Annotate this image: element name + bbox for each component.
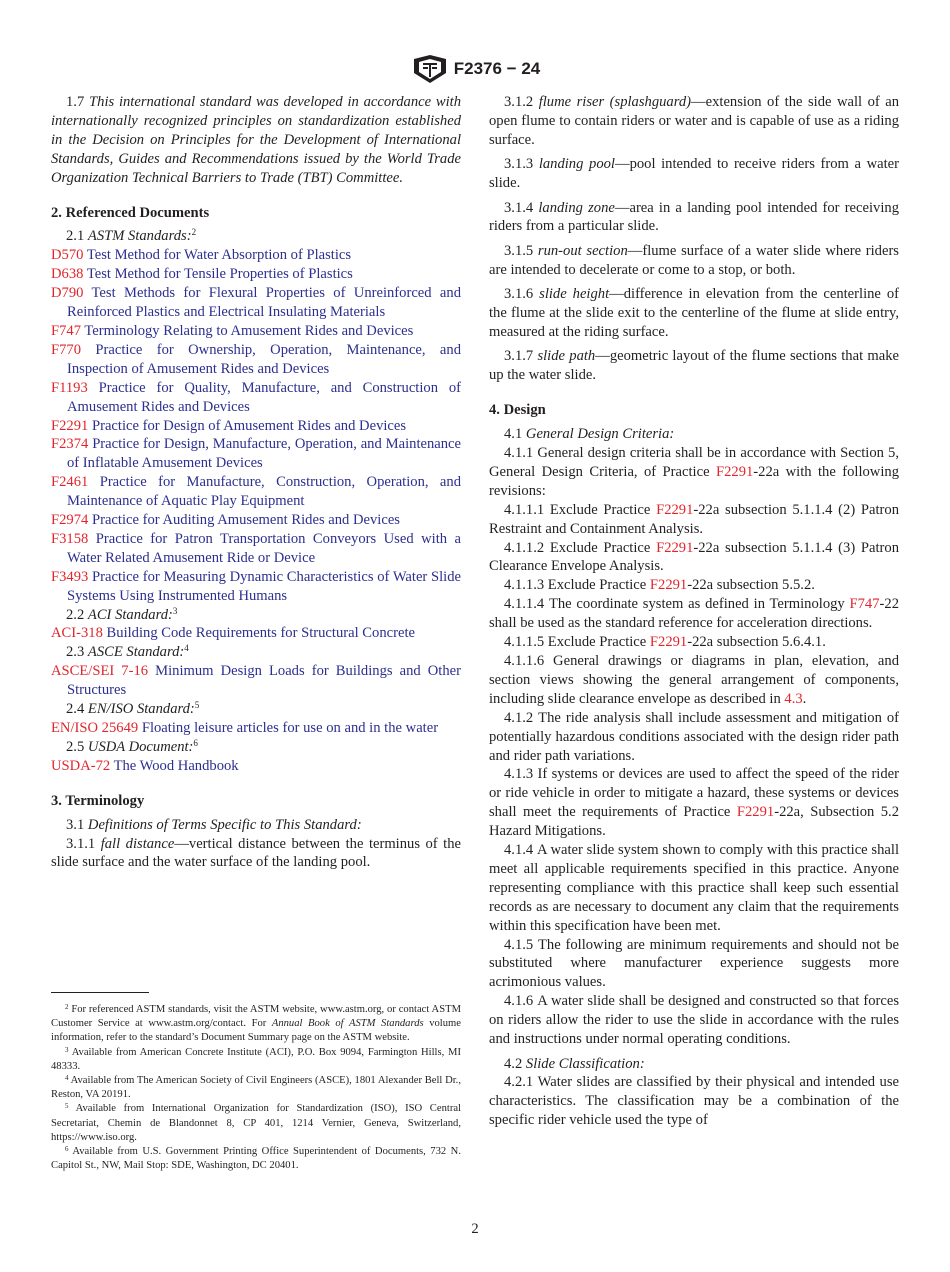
footnotes	[51, 1003, 461, 1173]
clause-4-1-1-2: 4.1.1.2 Exclude Practice F2291-22a subsection 5.1.1.4 (3) Patron Clearance Envelope Analysis.	[489, 539, 900, 575]
subsection-2-2: 2.2 ACI Standard:$^3$	[66, 605, 178, 623]
definition-3-1-5: 3.1.5 run-out section—flume surface of a water slide where riders are intended to decelerate or come to a stop, or both.	[489, 242, 899, 278]
subsection-4-1: 4.1 General Design Criteria:	[504, 426, 675, 443]
reference-item[interactable]: D790 Test Methods for Flexural Properties of Unreinforced and Reinforced Plastics and Electrical Insulating Materials	[51, 285, 461, 321]
reference-item[interactable]: F1193 Practice for Quality, Manufacture, and Construction of Amusement Rides and Devices	[51, 379, 462, 415]
definition-3-1-4: 3.1.4 landing zone—area in a landing pool intended for receiving riders from a particular slide.	[489, 199, 899, 235]
subsection-4-2: 4.2 Slide Classification:	[504, 1055, 645, 1072]
standard-designation: F2376 − 24	[453, 58, 541, 78]
cross-reference-link[interactable]: F2291	[649, 634, 688, 651]
definition-3-1-1: 3.1.1 fall distance—vertical distance between the terminus of the slide surface and the water surface of the landing pool.	[51, 835, 462, 871]
reference-item[interactable]: F3158 Practice for Patron Transportation Conveyors Used with a Water Related Amusement Ride or Device	[51, 530, 461, 566]
clause-4-1-4: 4.1.4 A water slide system shown to comply with this practice shall meet all applicable requirements specified in this practice. Anyone representing compliance with this practice shall keep such essential records as are necessary to document any claim that the requirements within this specification have been met.	[489, 842, 899, 934]
cross-reference-link[interactable]: F2291	[715, 463, 754, 480]
reference-item[interactable]: F770 Practice for Ownership, Operation, Maintenance, and Inspection of Amusement Rides and Devices	[51, 341, 461, 377]
cross-reference-link[interactable]: F747	[849, 596, 880, 613]
footnote-5: $^5$ Available from International Organization for Standardization (ISO), ISO Central Secretariat, Chemin de Blandonnet 8, CP 401, 1214 Vernier, Geneva, Switzerland, https://www.iso.org.	[51, 1102, 461, 1143]
footnote-divider	[51, 992, 149, 993]
reference-item[interactable]: EN/ISO 25649 Floating leisure articles for use on and in the water	[51, 720, 439, 736]
clause-4-1-1-5: 4.1.1.5 Exclude Practice F2291-22a subsection 5.6.4.1.	[504, 634, 826, 651]
subsection-2-1: 2.1 ASTM Standards:$^2$	[66, 227, 197, 245]
astm-logo-icon	[410, 53, 450, 85]
definition-3-1-7: 3.1.7 slide path—geometric layout of the flume sections that make up the water slide.	[489, 348, 899, 384]
reference-item[interactable]: F2461 Practice for Manufacture, Construction, Operation, and Maintenance of Aquatic Play Equipment	[51, 474, 461, 510]
paragraph-1-7: 1.7 This international standard was developed in accordance with internationally recognized principles on standardization established in the Decision on Principles for the Development of International Standards, Guides and Recommendations issued by the World Trade Organization Technical Barriers to Trade (TBT) Committee.	[51, 94, 462, 186]
reference-item[interactable]: D638 Test Method for Tensile Properties of Plastics	[51, 266, 353, 283]
reference-item[interactable]: F2974 Practice for Auditing Amusement Rides and Devices	[51, 512, 400, 529]
subsection-2-5: 2.5 USDA Document:$^6$	[66, 737, 198, 755]
reference-item[interactable]: F2291 Practice for Design of Amusement Rides and Devices	[51, 417, 407, 434]
page-number: 2	[471, 1221, 479, 1237]
right-column	[489, 93, 899, 1130]
subsection-2-4: 2.4 EN/ISO Standard:$^5$	[66, 700, 200, 718]
reference-item[interactable]: F747 Terminology Relating to Amusement Rides and Devices	[51, 322, 414, 339]
footnote-2: $^2$ For referenced ASTM standards, visit the ASTM website, www.astm.org, or contact ASTM Customer Service at www.astm.org/contact. For Annual Book of ASTM Standards volume information, refer to the standard’s Document Summary page on the ASTM website.	[51, 1003, 461, 1044]
page-header	[0, 52, 950, 86]
definition-3-1-2: 3.1.2 flume riser (splashguard)—extension of the side wall of an open flume to contain riders or water and is capable of use as a riding surface.	[489, 94, 900, 148]
cross-reference-link[interactable]: F2291	[656, 501, 694, 518]
cross-reference-link[interactable]: 4.3	[784, 690, 803, 707]
reference-item[interactable]: ASCE/SEI 7-16 Minimum Design Loads for Buildings and Other Structures	[51, 663, 461, 699]
clause-4-1-1-6: 4.1.1.6 General drawings or diagrams in plan, elevation, and section views showing the general arrangement of components, including slide clearance envelope as described in 4.3.	[489, 652, 899, 707]
footnote-3: $^3$ Available from American Concrete Institute (ACI), P.O. Box 9094, Farmington Hills, MI 48333.	[51, 1045, 461, 1072]
left-column	[51, 93, 461, 872]
footnote-4: $^4$ Available from The American Society of Civil Engineers (ASCE), 1801 Alexander Bell Dr., Reston, VA 20191.	[51, 1074, 461, 1101]
reference-item[interactable]: ACI-318 Building Code Requirements for Structural Concrete	[51, 625, 415, 642]
subsection-3-1: 3.1 Definitions of Terms Specific to This Standard:	[66, 816, 362, 833]
clause-4-1-5: 4.1.5 The following are minimum requirements and should not be substituted where manufacturer experience suggests more acrimonious values.	[489, 936, 900, 991]
definition-3-1-6: 3.1.6 slide height—difference in elevation from the centerline of the flume at the slide exit to the centerline of the flume at slide entry, measured at the riding surface.	[489, 286, 899, 340]
astm-reference-list	[51, 246, 461, 605]
reference-item[interactable]: D570 Test Method for Water Absorption of Plastics	[51, 247, 352, 264]
footnote-6: $^6$ Available from U.S. Government Printing Office Superintendent of Documents, 732 N. Capitol St., NW, Mail Stop: SDE, Washington, DC 20401.	[51, 1145, 461, 1172]
clause-4-1-3: 4.1.3 If systems or devices are used to affect the speed of the rider or ride vehicle in order to mitigate a hazard, these systems or devices shall meet the requirements of Practice F2291-22a, Subsection 5.2 Hazard Mitigations.	[489, 766, 900, 840]
reference-item[interactable]: USDA-72 The Wood Handbook	[51, 757, 239, 774]
cross-reference-link[interactable]: F2291	[649, 577, 688, 594]
cross-reference-link[interactable]: F2291	[736, 804, 775, 821]
reference-item[interactable]: F2374 Practice for Design, Manufacture, Operation, and Maintenance of Inflatable Amusement Devices	[51, 436, 462, 472]
clause-4-1-1-3: 4.1.1.3 Exclude Practice F2291-22a subsection 5.5.2.	[504, 577, 815, 594]
subsection-2-3: 2.3 ASCE Standard:$^4$	[66, 643, 189, 661]
section-4-heading: 4. Design	[489, 402, 546, 419]
clause-4-1-1: 4.1.1 General design criteria shall be in accordance with Section 5, General Design Criteria, of Practice F2291-22a with the following revisions:	[489, 445, 899, 499]
definition-3-1-3: 3.1.3 landing pool—pool intended to receive riders from a water slide.	[489, 156, 899, 192]
section-3-heading: 3. Terminology	[51, 792, 145, 809]
clause-4-1-1-1: 4.1.1.1 Exclude Practice F2291-22a subsection 5.1.1.4 (2) Patron Restraint and Containment Analysis.	[489, 501, 900, 537]
clause-4-1-2: 4.1.2 The ride analysis shall include assessment and mitigation of potentially hazardous conditions associated with the design rider path and rider path variations.	[489, 709, 899, 764]
section-2-heading: 2. Referenced Documents	[51, 204, 210, 221]
clause-4-1-1-4: 4.1.1.4 The coordinate system as defined in Terminology F747-22 shall be used as the standard reference for acceleration directions.	[489, 596, 899, 632]
reference-item[interactable]: F3493 Practice for Measuring Dynamic Characteristics of Water Slide Systems Using Instrumented Humans	[51, 568, 461, 604]
cross-reference-link[interactable]: F2291	[656, 539, 694, 556]
clause-4-1-6: 4.1.6 A water slide shall be designed and constructed so that forces on riders allow the rider to use the slide in accordance with the rules and instructions under normal operating conditions.	[489, 993, 899, 1048]
clause-4-2-1: 4.2.1 Water slides are classified by their physical and intended use characteristics. The classification may be a combination of the specific rider vehicle used the type of	[489, 1074, 899, 1129]
